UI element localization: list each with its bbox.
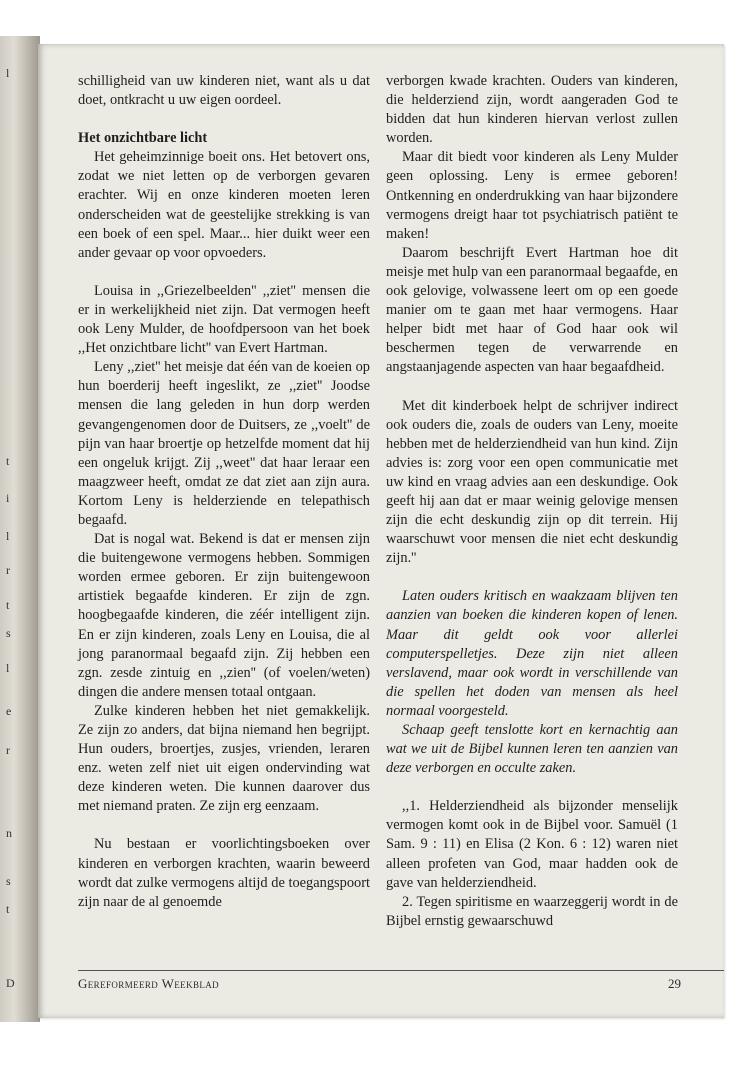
italic-paragraph: Schaap geeft tenslotte kort en kernachtig aan wat we uit de Bijbel kunnen leren ten aanzien van deze verborgen en occulte zaken.: [386, 722, 678, 777]
right-column: [386, 72, 678, 931]
margin-letter: i: [6, 491, 10, 505]
margin-letter: r: [6, 563, 10, 577]
margin-letter: r: [6, 743, 10, 757]
footer-publication-title: Gereformeerd Weekblad: [78, 976, 220, 991]
margin-letters: [2, 36, 18, 1022]
footer-rule: [78, 970, 724, 971]
paragraph: 2. Tegen spiritisme en waarzeggerij wordt in de Bijbel ernstig gewaarschuwd: [386, 893, 678, 929]
paragraph: Daarom beschrijft Evert Hartman hoe dit meisje met hulp van een paranormaal begaafde, en ook gelovige, volwassene leert om op een goede manier om te gaan met haar vermogens. Haar helper bidt met haar of God haar ook wil beschermen tegen de verwarrende en angstaanjagende aspecten van haar begaafdheid.: [386, 244, 678, 376]
paragraph: Het geheimzinnige boeit ons. Het betovert ons, zodat we niet letten op de verborgen gevaren erachter. Wij en onze kinderen moeten leren onderscheiden wat de geestelijke strekking is van een boek of een spel. Maar... hier duikt weer een ander gevaar op voor opvoeders.: [78, 149, 370, 261]
paragraph: Nu bestaan er voorlichtingsboeken over kinderen en verborgen krachten, waarin beweerd wordt dat zulke vermogens altijd de toegangspoort zijn naar de al genoemde: [78, 836, 370, 910]
margin-letter: n: [6, 826, 12, 840]
left-column: [78, 72, 370, 912]
italic-paragraph: Laten ouders kritisch en waakzaam blijven ten aanzien van boeken die kinderen kopen of lenen. Maar dit geldt ook voor allerlei computerspelletjes. Deze zijn niet alleen verslavend, maar ook wordt in verschillende van die spellen het doden van mensen als heel normaal voorgesteld.: [386, 588, 678, 719]
paragraph: Leny ,,ziet'' het meisje dat één van de koeien op hun boerderij heeft ingeslikt, ze ,,ziet'' Joodse mensen die lang geleden in hun dorp werden gevangengenomen door de Duitsers, ze ,,voelt'' de pijn van haar broertje op hetzelfde moment dat hij een ongeluk krijgt. Zij ,,weet'' dat haar leraar een maagzweer heeft, omdat ze dat ziet aan zijn aura. Kortom Leny is helderziende en telepathisch begaafd.: [78, 359, 370, 528]
paragraph: Met dit kinderboek helpt de schrijver indirect ook ouders die, zoals de ouders van Leny, moeite hebben met de helderziendheid van hun kind. Zijn advies is: zorg voor een open communicatie met uw kind en vraag advies aan een deskundige. Ook geeft hij aan dat er maar weinig gelovige mensen zijn die echt deskundig zijn op dit terrein. Hij waarschuwt voor mensen die niet echt deskundig zijn.'': [386, 397, 678, 567]
paragraph: Louisa in ,,Griezelbeelden'' ,,ziet'' mensen die er in werkelijkheid niet zijn. Dat vermogen heeft ook Leny Mulder, de hoofdpersoon van het boek ,,Het onzichtbare licht'' van Evert Hartman.: [78, 282, 370, 357]
margin-letter: l: [6, 661, 10, 675]
book-spine: [0, 36, 40, 1022]
margin-letter: t: [6, 454, 10, 468]
paragraph: verborgen kwade krachten. Ouders van kinderen, die helderziend zijn, wordt aangeraden God te bidden dat hun kinderen hiervan verlost zullen worden.: [386, 73, 678, 147]
paragraph: Dat is nogal wat. Bekend is dat er mensen zijn die buitengewone vermogens hebben. Sommigen worden ermee geboren. Er zijn buitengewoon artistiek begaafde kinderen. Er zijn de zgn. hoogbegaafde kinderen, die zéér intelligent zijn. En er zijn kinderen, zoals Leny en Louisa, die al jong paranormaal begaafd zijn. Zij hebben een zgn. zesde zintuig en ,,zien'' (of voelen/weten) dingen die andere mensen totaal ontgaan.: [78, 531, 370, 700]
margin-letter: t: [6, 598, 10, 612]
magazine-page: [38, 44, 724, 1018]
margin-letter: l: [6, 529, 10, 543]
page-number: 29: [668, 976, 681, 991]
paragraph: Zulke kinderen hebben het niet gemakkelijk. Ze zijn zo anders, dat bijna niemand hen begrijpt. Hun ouders, broertjes, zusjes, vrienden, leraren enz. weten zelf niet uit eigen ondervinding wat deze kinderen weten. Die kunnen daarover dus met niemand praten. Ze zijn erg eenzaam.: [78, 702, 370, 815]
margin-letter: t: [6, 902, 10, 916]
margin-letter: e: [6, 704, 12, 718]
section-heading: Het onzichtbare licht: [78, 130, 208, 147]
paragraph: schilligheid van uw kinderen niet, want als u dat doet, ontkracht u uw eigen oordeel.: [78, 73, 370, 109]
paragraph: ,,1. Helderziendheid als bijzonder menselijk vermogen komt ook in de Bijbel voor. Samuël (1 Sam. 9 : 11) en Elisa (2 Kon. 6 : 12) waren niet alleen profeten van God, maar hadden ook de gave van helderziendheid.: [386, 798, 678, 891]
paragraph: Maar dit biedt voor kinderen als Leny Mulder geen oplossing. Leny is ermee geboren! Ontkenning en onderdrukking van haar bijzondere vermogens dreigt haar tot psychiatrisch patiënt te maken!: [386, 149, 678, 242]
margin-footer-letter: D: [6, 976, 15, 990]
margin-letter: l: [6, 66, 10, 80]
margin-letter: s: [6, 626, 11, 640]
margin-letter: s: [6, 874, 11, 888]
